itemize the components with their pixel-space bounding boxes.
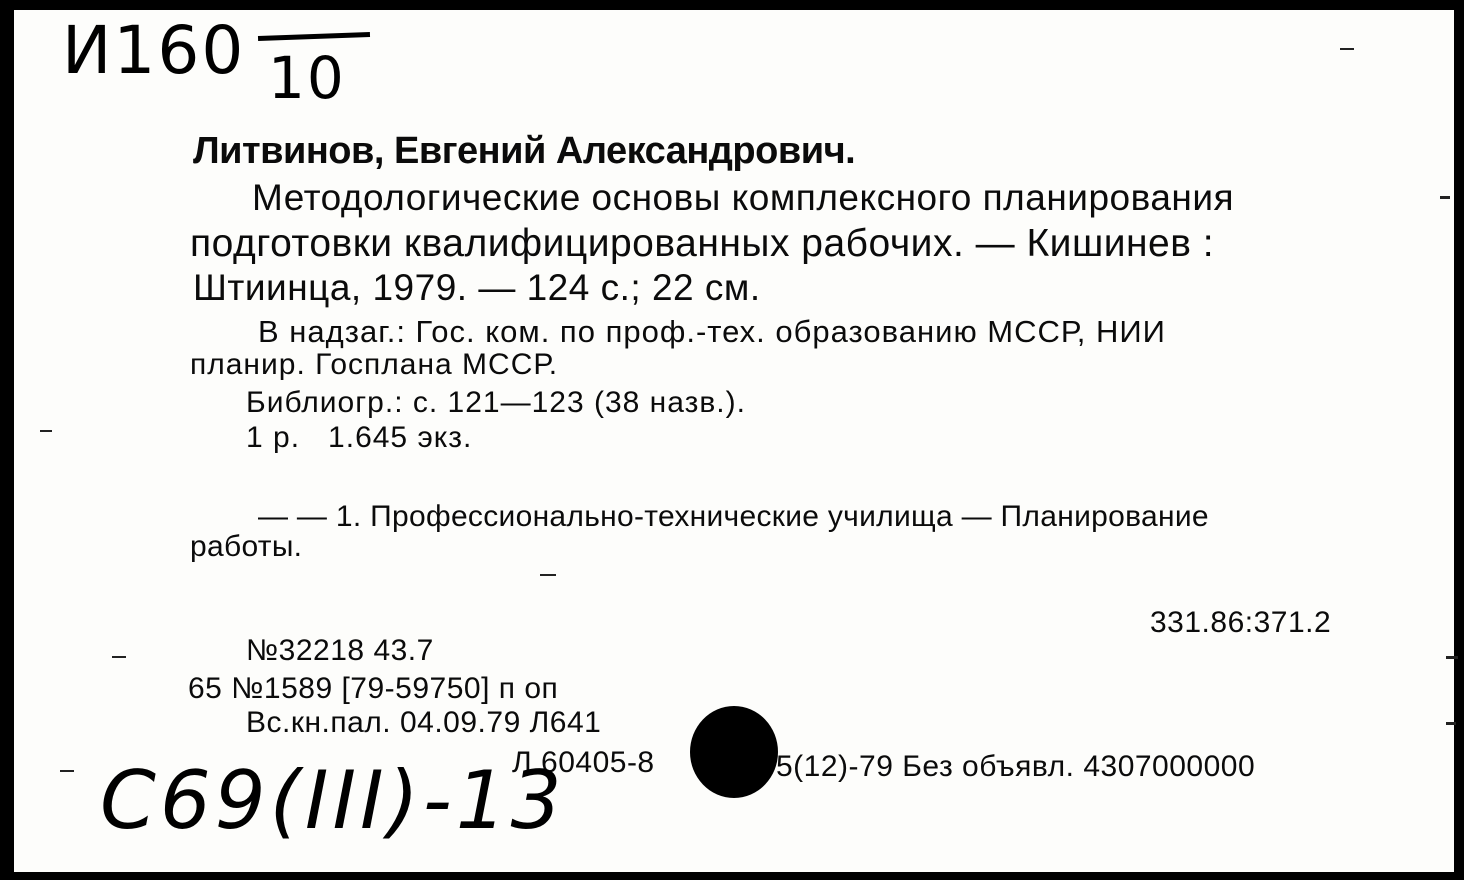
footer-left-code: Л 60405-8 bbox=[512, 746, 655, 779]
note-line-4: 1 р. 1.645 экз. bbox=[246, 421, 473, 454]
scan-speck bbox=[540, 574, 556, 576]
title-line-3: Штиинца, 1979. — 124 с.; 22 см. bbox=[193, 267, 761, 308]
note-line-2: планир. Госплана МССР. bbox=[190, 348, 559, 381]
card-edge-top bbox=[0, 0, 1464, 10]
title-line-1: Методологические основы комплексного планирования bbox=[252, 177, 1235, 218]
scan-speck bbox=[1446, 656, 1458, 659]
footer-line-2: 65 №1589 [79-59750] п оп bbox=[188, 672, 559, 705]
scan-speck bbox=[40, 430, 52, 432]
footer-line-1: №32218 43.7 bbox=[246, 634, 434, 667]
note-line-3: Библиогр.: с. 121—123 (38 назв.). bbox=[246, 386, 746, 419]
card-edge-right bbox=[1454, 0, 1464, 880]
scan-speck bbox=[60, 770, 74, 772]
udc-code: 331.86:371.2 bbox=[1150, 606, 1332, 639]
footer-line-3: Вс.кн.пал. 04.09.79 Л641 bbox=[246, 706, 602, 739]
handwritten-bottom-code: С69(III)-13 bbox=[100, 754, 566, 847]
card-edge-left bbox=[0, 0, 14, 880]
scan-speck bbox=[1440, 196, 1450, 199]
subject-line-1: — — 1. Профессионально-технические училища — Планирование bbox=[258, 500, 1209, 533]
card-edge-bottom bbox=[0, 872, 1464, 880]
scan-speck bbox=[1446, 722, 1456, 725]
subject-line-2: работы. bbox=[190, 530, 303, 563]
handwritten-shelf-mark-sub: 10 bbox=[268, 44, 346, 112]
handwritten-shelf-mark: И160 bbox=[62, 12, 246, 89]
scan-speck bbox=[112, 656, 126, 658]
author-heading: Литвинов, Евгений Александрович. bbox=[193, 130, 856, 172]
shelf-mark-fraction-bar bbox=[258, 32, 370, 41]
scan-speck bbox=[1340, 48, 1354, 50]
note-line-1: В надзаг.: Гос. ком. по проф.-тех. образованию МССР, НИИ bbox=[258, 314, 1166, 349]
footer-right-code: 5(12)-79 Без объявл. 4307000000 bbox=[776, 750, 1256, 783]
punch-hole bbox=[690, 706, 778, 798]
title-line-2: подготовки квалифицированных рабочих. — Кишинев : bbox=[190, 222, 1215, 265]
